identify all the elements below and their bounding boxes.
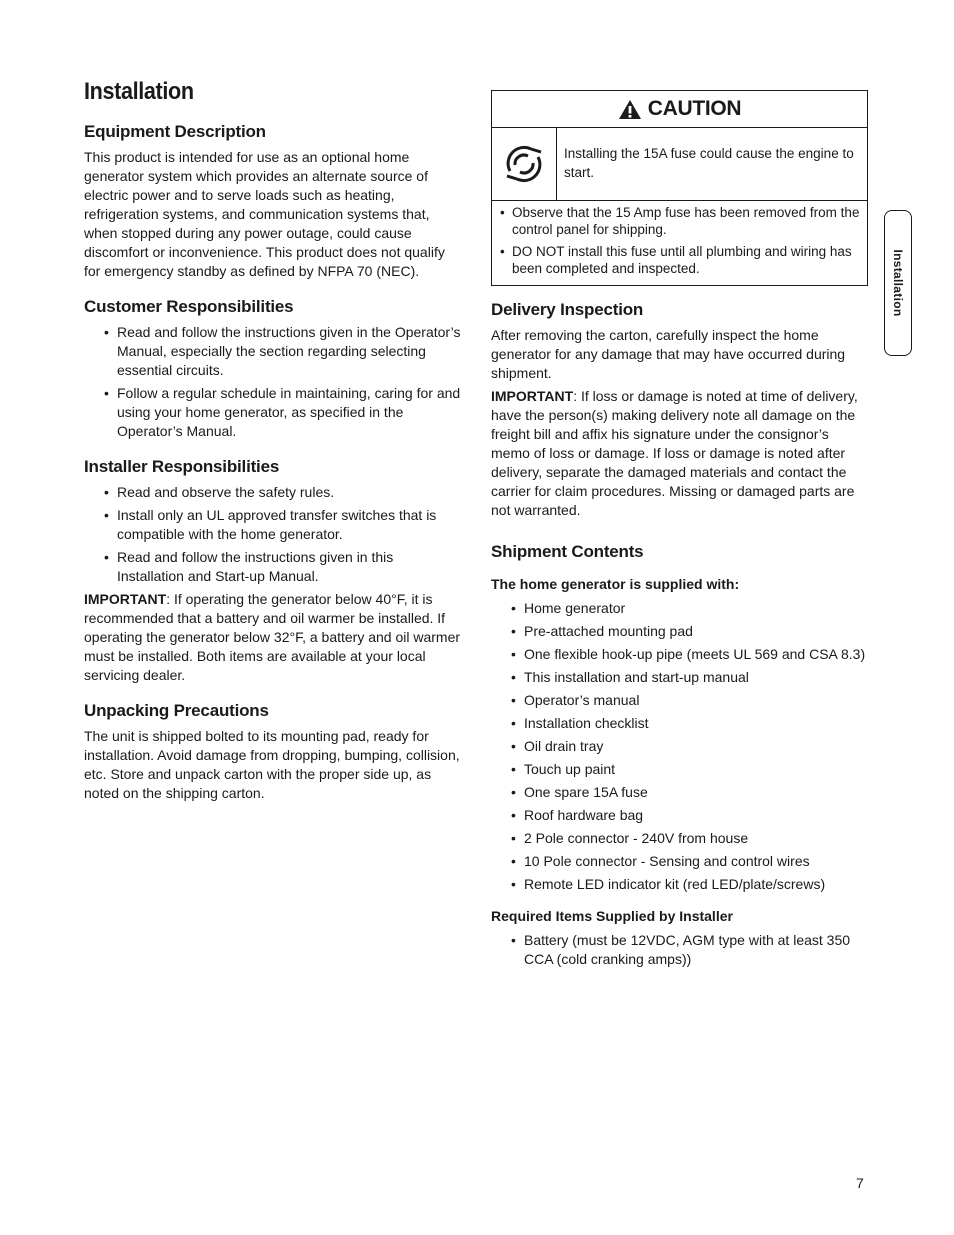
caution-icon-row xyxy=(492,128,867,201)
delivery-inspection-body: After removing the carton, carefully inspect the home generator for any damage that may have occurred during shipment. xyxy=(491,327,846,381)
right-column xyxy=(491,90,871,985)
list-item: • This installation and start-up manual xyxy=(511,668,871,687)
delivery-inspection-section xyxy=(491,300,871,520)
customer-responsibilities-section xyxy=(84,297,464,441)
equipment-description-section xyxy=(84,122,464,281)
caution-list xyxy=(492,201,867,285)
unpacking-precautions-heading: Unpacking Precautions xyxy=(84,701,269,720)
important-label: IMPORTANT xyxy=(491,388,574,404)
list-item: • Observe that the 15 Amp fuse has been removed from the control panel for shipping. xyxy=(500,204,861,238)
caution-icon-text: Installing the 15A fuse could cause the engine to start. xyxy=(564,146,854,180)
list-item: • Pre-attached mounting pad xyxy=(511,622,871,641)
list-item: • 10 Pole connector - Sensing and control wires xyxy=(511,852,871,871)
important-label: IMPORTANT xyxy=(84,591,167,607)
list-item: • Battery (must be 12VDC, AGM type with at least 350 CCA (cold cranking amps)) xyxy=(511,931,871,969)
installer-responsibilities-section xyxy=(84,457,464,685)
list-item: • One spare 15A fuse xyxy=(511,783,871,802)
list-item: • Read and follow the instructions given in this Installation and Start-up Manual. xyxy=(104,548,464,586)
list-item: • Home generator xyxy=(511,599,871,618)
caution-title: CAUTION xyxy=(647,97,742,120)
supplied-items-heading: The home generator is supplied with: xyxy=(491,576,740,592)
equipment-description-body: This product is intended for use as an optional home generator system which provides an alternate source of electric power and to serve loads such as heating, refrigeration systems, and communication systems that, when stopped during any power outage, could cause discomfort or inconvenience. This product does not qualify for emergency standby as defined by NFPA 70 (NEC). xyxy=(84,149,445,279)
list-item: • Oil drain tray xyxy=(511,737,871,756)
customer-responsibilities-list xyxy=(84,323,464,441)
caution-box xyxy=(491,90,868,286)
list-item: • Read and follow the instructions given in the Operator’s Manual, especially the section regarding selecting essential circuits. xyxy=(104,323,464,380)
required-items-heading: Required Items Supplied by Installer xyxy=(491,908,733,924)
list-item: • Read and observe the safety rules. xyxy=(104,483,464,502)
list-item: • Operator’s manual xyxy=(511,691,871,710)
list-item: • Touch up paint xyxy=(511,760,871,779)
unpacking-precautions-section xyxy=(84,701,464,803)
list-item: • Follow a regular schedule in maintaining, caring for and using your home generator, as specified in the Operator’s Manual. xyxy=(104,384,464,441)
delivery-inspection-heading: Delivery Inspection xyxy=(491,300,644,319)
page-title: Installation xyxy=(84,78,194,105)
caution-header xyxy=(492,91,867,128)
important-text: : If loss or damage is noted at time of delivery, have the person(s) making delivery note all damage on the freight bill and affix his signature under the consignor’s memo of loss or damage. If loss or damage is noted after delivery, separate the damaged materials and contact the carrier for claim procedures. Missing or damaged parts are not warranted. xyxy=(491,388,858,518)
supplied-items-list xyxy=(491,599,871,894)
unpacking-precautions-body: The unit is shipped bolted to its mounting pad, ready for installation. Avoid damage from dropping, bumping, collision, etc. Store and unpack carton with the proper side up, as noted on the shipping carton. xyxy=(84,728,460,801)
caution-icon-cell xyxy=(492,128,557,200)
list-item: • Roof hardware bag xyxy=(511,806,871,825)
list-item: • One flexible hook-up pipe (meets UL 569 and CSA 8.3) xyxy=(511,645,871,664)
list-item: • DO NOT install this fuse until all plumbing and wiring has been completed and inspected. xyxy=(500,243,861,277)
page-number: 7 xyxy=(856,1175,864,1191)
shipment-contents-section xyxy=(491,542,871,969)
list-item: • 2 Pole connector - 240V from house xyxy=(511,829,871,848)
installer-responsibilities-list xyxy=(84,483,464,586)
installer-responsibilities-heading: Installer Responsibilities xyxy=(84,457,280,476)
list-item: • Install only an UL approved transfer switches that is compatible with the home generator. xyxy=(104,506,464,544)
required-items-list xyxy=(491,931,871,969)
installer-important-note xyxy=(84,590,464,685)
side-tab-label: Installation xyxy=(891,249,905,317)
delivery-important-note xyxy=(491,387,871,520)
list-item: • Installation checklist xyxy=(511,714,871,733)
side-tab-installation xyxy=(884,210,912,356)
left-column xyxy=(84,78,464,819)
shipment-contents-heading: Shipment Contents xyxy=(491,542,644,561)
list-item: • Remote LED indicator kit (red LED/plate/screws) xyxy=(511,875,871,894)
warning-triangle-icon xyxy=(618,99,642,120)
important-text: : If operating the generator below 40°F, it is recommended that a battery and oil warmer be installed. If operating the generator below 32°F, a battery and oil warmer must be installed. Both items are available at your local servicing dealer. xyxy=(84,591,461,683)
equipment-description-heading: Equipment Description xyxy=(84,122,266,141)
customer-responsibilities-heading: Customer Responsibilities xyxy=(84,297,294,316)
rotating-parts-icon xyxy=(501,141,547,187)
